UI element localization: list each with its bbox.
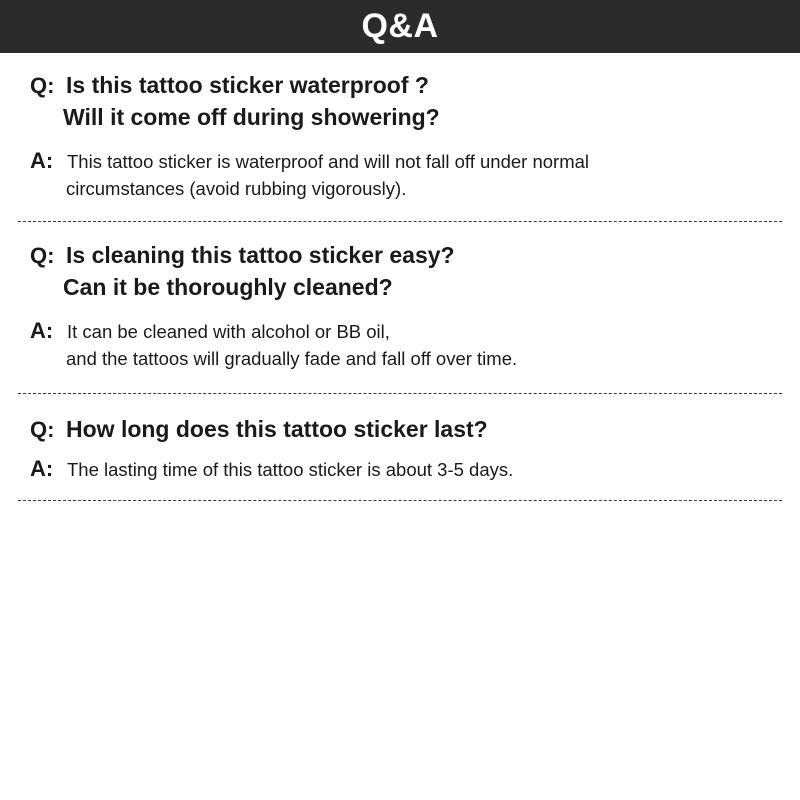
question-text: Will it come off during showering?: [63, 104, 440, 130]
answer-text: and the tattoos will gradually fade and fall off over time.: [66, 348, 518, 369]
answer-text: The lasting time of this tattoo sticker is about 3-5 days.: [67, 459, 514, 480]
question-text: How long does this tattoo sticker last?: [66, 416, 488, 442]
divider: [18, 221, 782, 222]
answer-text: circumstances (avoid rubbing vigorously).: [66, 178, 407, 199]
question-prefix: Q:: [30, 417, 55, 442]
divider: [18, 500, 782, 501]
question-text: Is cleaning this tattoo sticker easy?: [66, 242, 455, 268]
question-text: Is this tattoo sticker waterproof ?: [66, 72, 429, 98]
page-header: [0, 0, 800, 53]
question-prefix: Q:: [30, 73, 55, 98]
answer-line: [30, 456, 513, 482]
question-line: [30, 416, 488, 443]
page-title: Q&A: [361, 7, 439, 45]
answer-line: [30, 318, 390, 344]
answer-text: It can be cleaned with alcohol or BB oil,: [67, 321, 390, 342]
answer-prefix: A:: [30, 456, 54, 481]
divider: [18, 393, 782, 394]
answer-text: This tattoo sticker is waterproof and will not fall off under normal: [67, 151, 590, 172]
answer-prefix: A:: [30, 148, 54, 173]
question-line: [30, 72, 429, 99]
question-prefix: Q:: [30, 243, 55, 268]
answer-prefix: A:: [30, 318, 54, 343]
question-text: Can it be thoroughly cleaned?: [63, 274, 393, 300]
answer-line: [30, 148, 589, 174]
question-line: [30, 242, 455, 269]
